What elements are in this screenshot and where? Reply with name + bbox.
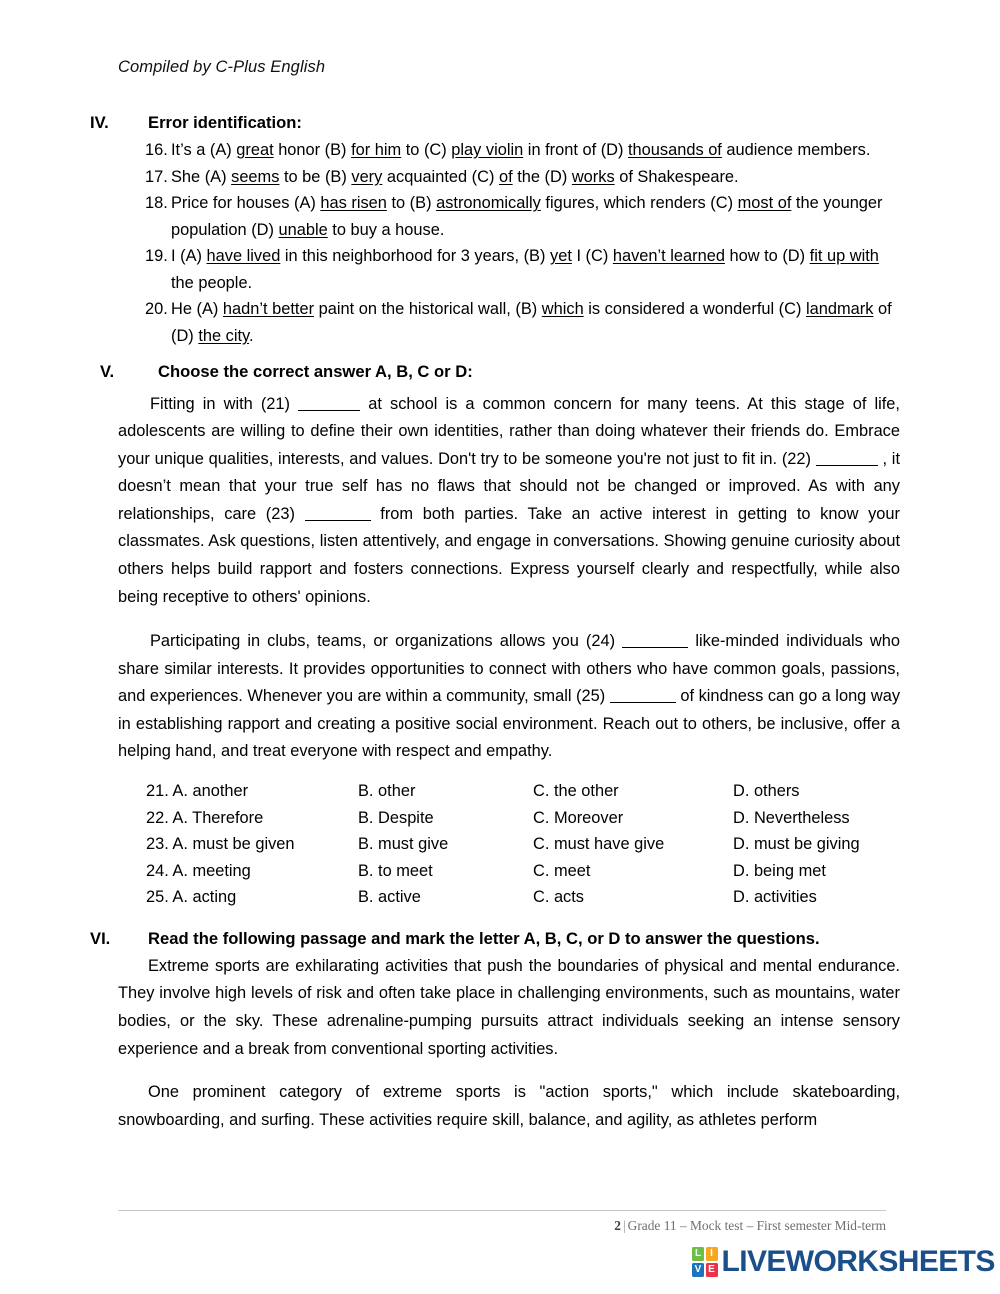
option-c[interactable]: C. meet [533, 861, 591, 880]
item-text-run: the younger population (D) [171, 194, 883, 239]
item-text-run: in this neighborhood for 3 years, (B) [280, 247, 551, 266]
item-text [171, 190, 897, 243]
error-identification-item [145, 243, 897, 296]
underlined-choice[interactable]: works [571, 167, 615, 186]
document-content [88, 113, 900, 1151]
item-text-run: is considered a wonderful (C) [583, 300, 806, 319]
page-header-attribution: Compiled by C-Plus English [118, 58, 326, 76]
item-text-run: honor (B) [273, 141, 352, 159]
underlined-choice[interactable]: of [498, 167, 513, 186]
footer-page-number: 2 [614, 1218, 621, 1233]
underlined-choice[interactable]: astronomically [436, 194, 541, 213]
underlined-choice[interactable]: the city [198, 327, 250, 346]
option-b[interactable]: B. active [358, 888, 421, 907]
footer-separator: | [622, 1218, 626, 1233]
item-text-run: Price for houses (A) [171, 194, 321, 213]
cloze-text-d: from both parties. Take an active interest in getting to know your classmates. Ask questions, listen attentively, and engage in conversations. Showing genuine curiosity about others helps build rapport and fosters connections. Express yourself clearly and respectfully, while also being receptive to others' opinions. [118, 504, 900, 606]
section-title: Error identification: [148, 113, 302, 132]
blank-23[interactable] [305, 520, 371, 521]
section-numeral: VI. [90, 928, 111, 948]
item-text-run: I (C) [571, 247, 613, 266]
answer-options-row [146, 778, 898, 805]
item-text-run: to (B) [386, 194, 437, 213]
item-number: 16. [145, 141, 168, 159]
item-text-run: It’s a (A) [171, 141, 237, 159]
option-a[interactable]: 25. A. acting [146, 888, 237, 907]
underlined-choice[interactable]: great [236, 141, 274, 159]
section-title: Read the following passage and mark the letter A, B, C, or D to answer the questions. [148, 928, 820, 948]
option-d[interactable]: D. activities [733, 888, 817, 907]
item-text-run: how to (D) [724, 247, 810, 266]
section-heading-reading [88, 929, 900, 949]
underlined-choice[interactable]: very [351, 167, 383, 186]
underlined-choice[interactable]: fit up with [809, 247, 879, 266]
cloze-paragraph-2 [118, 628, 900, 766]
option-a[interactable]: 23. A. must be given [146, 835, 295, 854]
option-a[interactable]: 24. A. meeting [146, 861, 251, 880]
liveworksheets-logo [692, 1247, 995, 1277]
blank-21[interactable] [298, 410, 360, 411]
error-identification-item [145, 137, 897, 164]
section-numeral: IV. [90, 113, 109, 132]
underlined-choice[interactable]: which [541, 300, 584, 319]
answer-options-row [146, 831, 898, 858]
option-c[interactable]: C. must have give [533, 835, 665, 854]
underlined-choice[interactable]: hadn’t better [222, 300, 315, 319]
underlined-choice[interactable]: has risen [320, 194, 387, 213]
underlined-choice[interactable]: have lived [206, 247, 281, 266]
option-c[interactable]: C. acts [533, 888, 585, 907]
item-text-run: She (A) [171, 167, 232, 186]
section-heading-error-identification [88, 113, 900, 133]
underlined-choice[interactable]: landmark [806, 300, 874, 319]
option-b[interactable]: B. must give [358, 835, 449, 854]
blank-24[interactable] [622, 647, 688, 648]
underlined-choice[interactable]: unable [278, 220, 328, 239]
option-b[interactable]: B. to meet [358, 861, 433, 880]
option-d[interactable]: D. being met [733, 861, 826, 880]
underlined-choice[interactable]: yet [550, 247, 572, 266]
item-text-run: the people. [171, 273, 253, 292]
error-identification-item [145, 164, 897, 191]
item-text-run: to (C) [401, 141, 452, 159]
logo-letter-tile: I [706, 1247, 718, 1261]
cloze-text-b: at school is a common concern for many teens. At this stage of life, adolescents are willing to define their own identities, rather than doing whatever their friends do. Embrace your unique qualities, interests, and values. Don't try to be someone you're not just to fit in. (22) [118, 394, 900, 468]
item-number: 18. [145, 194, 168, 213]
item-text-run: the (D) [512, 167, 572, 186]
item-text-run: of (D) [171, 300, 892, 346]
option-d[interactable]: D. others [733, 781, 800, 800]
item-text-run: to buy a house. [327, 220, 445, 239]
option-a[interactable]: 22. A. Therefore [146, 808, 264, 827]
item-text-run: paint on the historical wall, (B) [314, 300, 542, 319]
item-text-run: He (A) [171, 300, 223, 319]
footer-label: Grade 11 – Mock test – First semester Mid-term [627, 1218, 886, 1233]
option-c[interactable]: C. Moreover [533, 808, 624, 827]
item-text-run: figures, which renders (C) [540, 194, 738, 213]
underlined-choice[interactable]: haven’t learned [612, 247, 725, 266]
item-text [171, 243, 897, 296]
option-b[interactable]: B. Despite [358, 808, 434, 827]
item-number: 17. [145, 167, 168, 186]
blank-25[interactable] [610, 702, 676, 703]
cloze-text-a: Fitting in with (21) [150, 394, 291, 413]
underlined-choice[interactable]: thousands of [628, 141, 722, 159]
footer-divider [118, 1210, 886, 1211]
reading-paragraph-1: Extreme sports are exhilarating activities that push the boundaries of physical and mental endurance. They involve high levels of risk and often take place in challenging environments, such as mountains, water bodies, or the sky. These adrenaline-pumping pursuits attract individuals seeking an intense sensory experience and a break from conventional sporting activities. [118, 956, 900, 1058]
answer-options-grid [146, 778, 898, 911]
item-text [171, 137, 897, 164]
answer-options-row [146, 858, 898, 885]
section-heading-cloze [88, 362, 900, 382]
item-text [171, 164, 897, 191]
option-b[interactable]: B. other [358, 781, 416, 800]
item-text-run: . [249, 327, 254, 346]
item-text-run: acquainted (C) [382, 167, 499, 186]
item-text-run: in front of (D) [523, 141, 628, 159]
answer-options-row [146, 805, 898, 832]
logo-letter-tile: E [706, 1263, 718, 1277]
answer-options-row [146, 884, 898, 911]
logo-letter-tile: V [692, 1263, 704, 1277]
cloze2-text-c: of kindness can go a long way in establishing rapport and creating a positive social environment. Reach out to others, be inclusive, offer a helping hand, and treat everyone with respect and empathy. [118, 687, 901, 761]
underlined-choice[interactable]: most of [737, 194, 792, 213]
blank-22[interactable] [816, 465, 878, 466]
error-identification-list [88, 137, 900, 350]
item-text-run: I (A) [171, 247, 207, 266]
option-d[interactable]: D. Nevertheless [733, 808, 850, 827]
underlined-choice[interactable]: seems [231, 167, 280, 186]
cloze-paragraph-1 [118, 391, 900, 612]
item-text-run: to be (B) [279, 167, 352, 186]
liveworksheets-wordmark: LIVEWORKSHEETS [721, 1245, 995, 1278]
error-identification-item [145, 190, 897, 243]
section-title: Choose the correct answer A, B, C or D: [158, 361, 473, 381]
option-a[interactable]: 21. A. another [146, 781, 249, 800]
underlined-choice[interactable]: play violin [451, 141, 524, 159]
page-footer [0, 1218, 886, 1234]
item-text [171, 296, 897, 349]
cloze2-text-b: like-minded individuals who share similar interests. It provides opportunities to connect with others who have common goals, passions, and experiences. Whenever you are within a community, small (25) [118, 632, 900, 706]
item-number: 20. [145, 300, 168, 319]
underlined-choice[interactable]: for him [351, 141, 402, 159]
cloze2-text-a: Participating in clubs, teams, or organizations allows you (24) [150, 632, 616, 651]
item-number: 19. [145, 247, 168, 266]
error-identification-item [145, 296, 897, 349]
item-text-run: audience members. [721, 141, 871, 159]
reading-paragraph-2: One prominent category of extreme sports is "action sports," which include skateboarding, snowboarding, and surfing. These activities require skill, balance, and agility, as athletes perform [118, 1083, 900, 1130]
cloze-text-c: , it doesn’t mean that your true self has no flaws that should not be changed or improved. As with any relationships, care (23) [118, 449, 901, 523]
option-d[interactable]: D. must be giving [733, 835, 860, 854]
option-c[interactable]: C. the other [533, 781, 619, 800]
logo-letter-tile: L [692, 1247, 704, 1261]
item-text-run: of Shakespeare. [614, 167, 739, 186]
section-numeral: V. [100, 361, 115, 381]
liveworksheets-mark-icon [692, 1247, 718, 1277]
